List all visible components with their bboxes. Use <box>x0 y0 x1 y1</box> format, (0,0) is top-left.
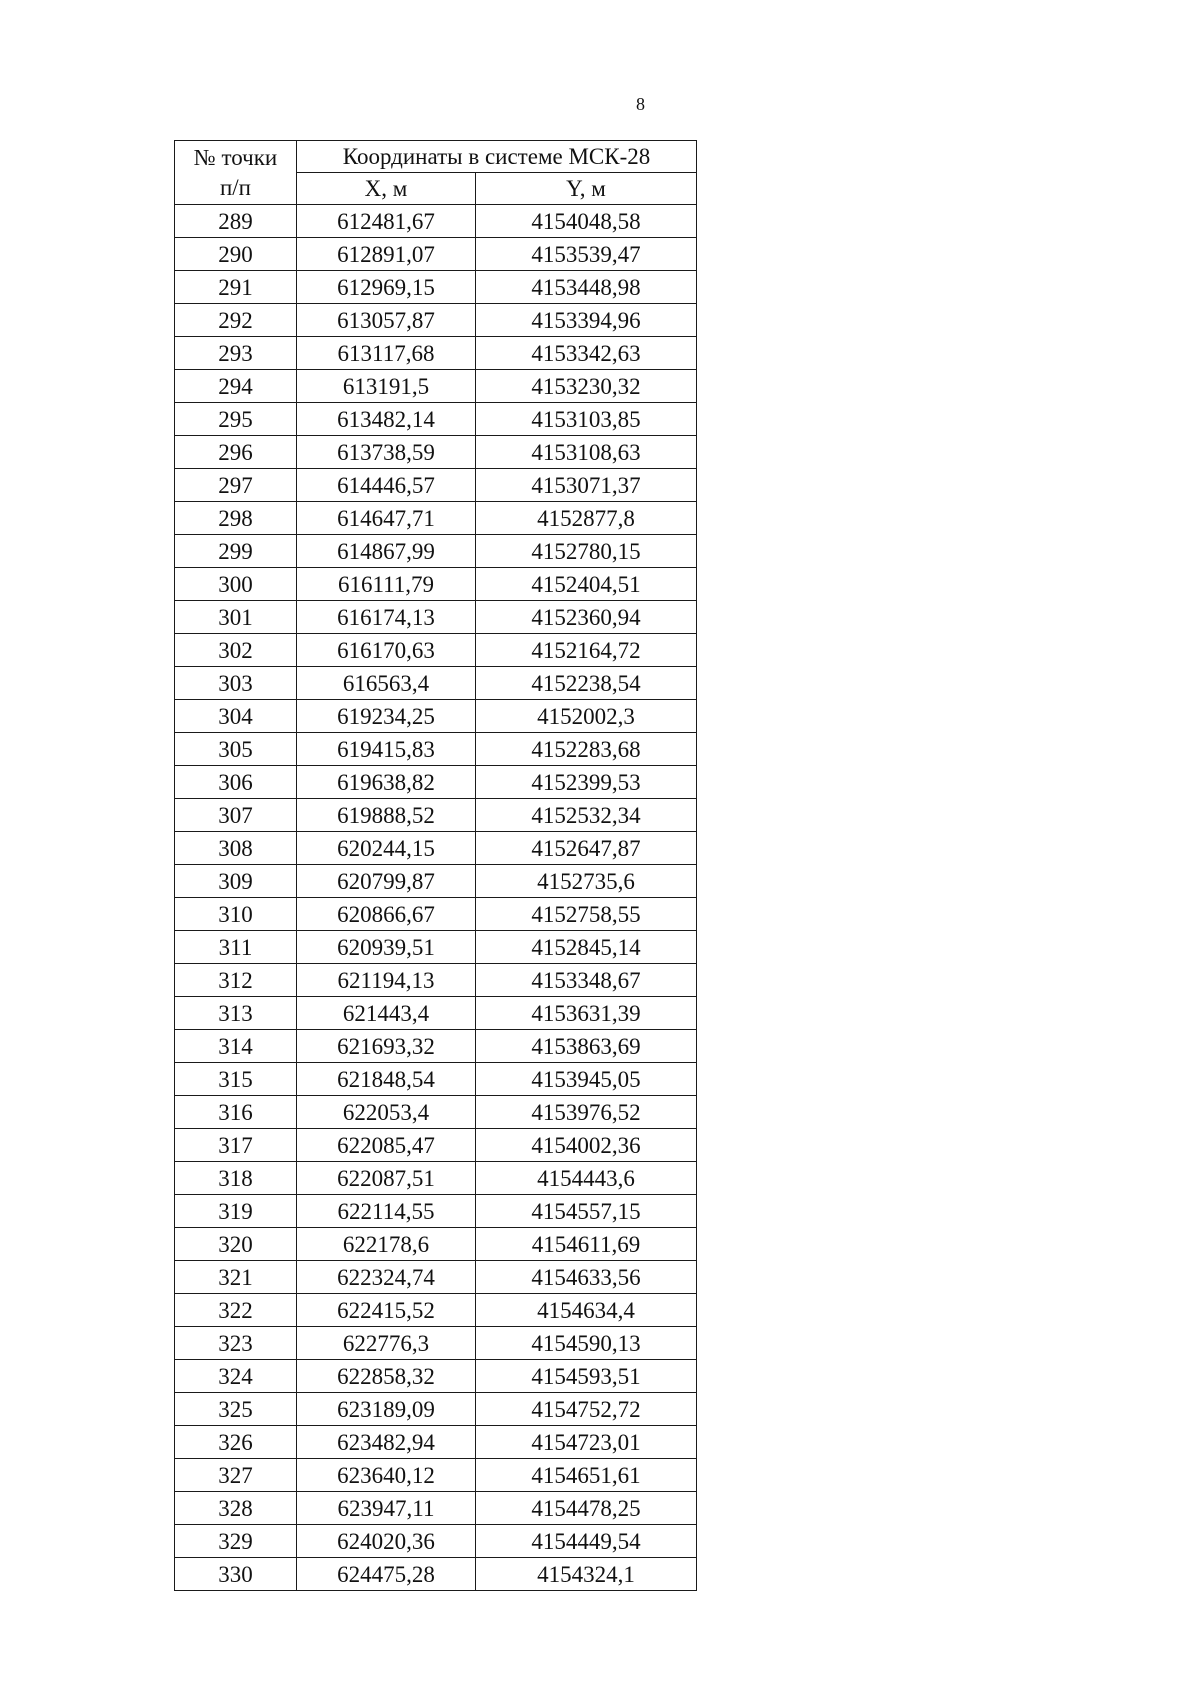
y-coordinate-cell: 4152877,8 <box>476 502 697 535</box>
x-coordinate-cell: 613482,14 <box>297 403 476 436</box>
table-row <box>175 1063 697 1096</box>
point-number-cell: 314 <box>175 1030 297 1063</box>
y-coordinate-cell: 4154048,58 <box>476 205 697 238</box>
table-row <box>175 1162 697 1195</box>
table-row <box>175 238 697 271</box>
x-coordinate-cell: 616174,13 <box>297 601 476 634</box>
y-coordinate-cell: 4154752,72 <box>476 1393 697 1426</box>
y-coordinate-cell: 4153976,52 <box>476 1096 697 1129</box>
point-number-cell: 326 <box>175 1426 297 1459</box>
y-coordinate-cell: 4153103,85 <box>476 403 697 436</box>
x-coordinate-cell: 612481,67 <box>297 205 476 238</box>
point-number-cell: 329 <box>175 1525 297 1558</box>
table-row <box>175 1228 697 1261</box>
y-coordinate-cell: 4153342,63 <box>476 337 697 370</box>
point-number-cell: 300 <box>175 568 297 601</box>
point-number-cell: 301 <box>175 601 297 634</box>
point-number-cell: 305 <box>175 733 297 766</box>
point-number-cell: 309 <box>175 865 297 898</box>
y-coordinate-cell: 4154449,54 <box>476 1525 697 1558</box>
y-coordinate-cell: 4153348,67 <box>476 964 697 997</box>
y-coordinate-cell: 4152735,6 <box>476 865 697 898</box>
table-row <box>175 1492 697 1525</box>
y-coordinate-cell: 4154443,6 <box>476 1162 697 1195</box>
table-row <box>175 205 697 238</box>
table-row <box>175 535 697 568</box>
table-row <box>175 568 697 601</box>
point-number-cell: 322 <box>175 1294 297 1327</box>
x-coordinate-cell: 619415,83 <box>297 733 476 766</box>
y-coordinate-cell: 4152780,15 <box>476 535 697 568</box>
table-header-row <box>175 141 697 173</box>
point-number-cell: 323 <box>175 1327 297 1360</box>
point-number-cell: 307 <box>175 799 297 832</box>
x-coordinate-cell: 620866,67 <box>297 898 476 931</box>
point-number-cell: 310 <box>175 898 297 931</box>
point-number-header-line1: № точки <box>193 144 278 170</box>
table-row <box>175 634 697 667</box>
y-coordinate-cell: 4154002,36 <box>476 1129 697 1162</box>
point-number-cell: 306 <box>175 766 297 799</box>
table-row <box>175 502 697 535</box>
y-coordinate-cell: 4153230,32 <box>476 370 697 403</box>
x-coordinate-cell: 622114,55 <box>297 1195 476 1228</box>
y-coordinate-cell: 4154478,25 <box>476 1492 697 1525</box>
point-number-cell: 292 <box>175 304 297 337</box>
x-coordinate-cell: 620939,51 <box>297 931 476 964</box>
table-row <box>175 1327 697 1360</box>
table-row <box>175 1261 697 1294</box>
x-coordinate-cell: 622415,52 <box>297 1294 476 1327</box>
y-coordinate-cell: 4153108,63 <box>476 436 697 469</box>
x-coordinate-cell: 614446,57 <box>297 469 476 502</box>
y-coordinate-cell: 4153631,39 <box>476 997 697 1030</box>
table-row <box>175 898 697 931</box>
table-row <box>175 1393 697 1426</box>
point-number-cell: 289 <box>175 205 297 238</box>
x-coordinate-cell: 616170,63 <box>297 634 476 667</box>
y-coordinate-cell: 4152532,34 <box>476 799 697 832</box>
point-number-cell: 298 <box>175 502 297 535</box>
table-row <box>175 601 697 634</box>
point-number-cell: 320 <box>175 1228 297 1261</box>
table-row <box>175 832 697 865</box>
x-coordinate-cell: 619234,25 <box>297 700 476 733</box>
x-coordinate-cell: 622087,51 <box>297 1162 476 1195</box>
y-coordinate-cell: 4152647,87 <box>476 832 697 865</box>
y-coordinate-cell: 4154590,13 <box>476 1327 697 1360</box>
x-coordinate-cell: 621194,13 <box>297 964 476 997</box>
x-coordinate-cell: 619638,82 <box>297 766 476 799</box>
x-coordinate-cell: 620799,87 <box>297 865 476 898</box>
table-row <box>175 799 697 832</box>
point-number-cell: 324 <box>175 1360 297 1393</box>
table-row <box>175 1294 697 1327</box>
x-coordinate-cell: 622085,47 <box>297 1129 476 1162</box>
x-coordinate-cell: 613117,68 <box>297 337 476 370</box>
point-number-cell: 299 <box>175 535 297 568</box>
y-coordinate-cell: 4154651,61 <box>476 1459 697 1492</box>
x-coordinate-cell: 622776,3 <box>297 1327 476 1360</box>
table-row <box>175 1195 697 1228</box>
x-coordinate-cell: 620244,15 <box>297 832 476 865</box>
y-coordinate-cell: 4153539,47 <box>476 238 697 271</box>
point-number-cell: 308 <box>175 832 297 865</box>
x-coordinate-cell: 624475,28 <box>297 1558 476 1591</box>
coords-system-header: Координаты в системе МСК-28 <box>297 141 697 173</box>
table-row <box>175 370 697 403</box>
table-row <box>175 271 697 304</box>
x-coordinate-cell: 622178,6 <box>297 1228 476 1261</box>
y-coordinate-cell: 4154611,69 <box>476 1228 697 1261</box>
y-coordinate-cell: 4152360,94 <box>476 601 697 634</box>
point-number-cell: 319 <box>175 1195 297 1228</box>
x-coordinate-cell: 621443,4 <box>297 997 476 1030</box>
table-row <box>175 1525 697 1558</box>
table-row <box>175 964 697 997</box>
x-coordinate-cell: 613738,59 <box>297 436 476 469</box>
x-coordinate-cell: 619888,52 <box>297 799 476 832</box>
x-coordinate-cell: 622053,4 <box>297 1096 476 1129</box>
y-coordinate-cell: 4153071,37 <box>476 469 697 502</box>
table-row <box>175 403 697 436</box>
y-column-header: Y, м <box>476 173 697 205</box>
table-row <box>175 997 697 1030</box>
point-number-cell: 318 <box>175 1162 297 1195</box>
y-coordinate-cell: 4153945,05 <box>476 1063 697 1096</box>
point-number-cell: 325 <box>175 1393 297 1426</box>
point-number-cell: 317 <box>175 1129 297 1162</box>
point-number-cell: 312 <box>175 964 297 997</box>
x-coordinate-cell: 622324,74 <box>297 1261 476 1294</box>
point-number-cell: 293 <box>175 337 297 370</box>
point-number-cell: 316 <box>175 1096 297 1129</box>
point-number-cell: 297 <box>175 469 297 502</box>
x-coordinate-cell: 614647,71 <box>297 502 476 535</box>
x-coordinate-cell: 623640,12 <box>297 1459 476 1492</box>
y-coordinate-cell: 4154593,51 <box>476 1360 697 1393</box>
point-number-cell: 303 <box>175 667 297 700</box>
table-row <box>175 1030 697 1063</box>
x-coordinate-cell: 616111,79 <box>297 568 476 601</box>
point-number-cell: 321 <box>175 1261 297 1294</box>
x-column-header: X, м <box>297 173 476 205</box>
table-row <box>175 1096 697 1129</box>
y-coordinate-cell: 4152238,54 <box>476 667 697 700</box>
y-coordinate-cell: 4152845,14 <box>476 931 697 964</box>
x-coordinate-cell: 612891,07 <box>297 238 476 271</box>
point-number-cell: 327 <box>175 1459 297 1492</box>
x-coordinate-cell: 623482,94 <box>297 1426 476 1459</box>
x-coordinate-cell: 623947,11 <box>297 1492 476 1525</box>
point-number-header-line2: п/п <box>219 174 251 200</box>
y-coordinate-cell: 4153863,69 <box>476 1030 697 1063</box>
table-row <box>175 667 697 700</box>
x-coordinate-cell: 614867,99 <box>297 535 476 568</box>
point-number-cell: 296 <box>175 436 297 469</box>
coordinates-table <box>174 140 697 1591</box>
x-coordinate-cell: 612969,15 <box>297 271 476 304</box>
y-coordinate-cell: 4152002,3 <box>476 700 697 733</box>
point-number-cell: 291 <box>175 271 297 304</box>
point-number-cell: 295 <box>175 403 297 436</box>
x-coordinate-cell: 621848,54 <box>297 1063 476 1096</box>
x-coordinate-cell: 621693,32 <box>297 1030 476 1063</box>
y-coordinate-cell: 4154557,15 <box>476 1195 697 1228</box>
y-coordinate-cell: 4152404,51 <box>476 568 697 601</box>
y-coordinate-cell: 4153448,98 <box>476 271 697 304</box>
table-row <box>175 766 697 799</box>
y-coordinate-cell: 4154634,4 <box>476 1294 697 1327</box>
table-row <box>175 931 697 964</box>
table-row <box>175 700 697 733</box>
y-coordinate-cell: 4154633,56 <box>476 1261 697 1294</box>
point-number-cell: 315 <box>175 1063 297 1096</box>
point-number-header <box>175 141 297 205</box>
page-number: 8 <box>636 94 645 114</box>
y-coordinate-cell: 4152164,72 <box>476 634 697 667</box>
table-row <box>175 1360 697 1393</box>
point-number-cell: 304 <box>175 700 297 733</box>
y-coordinate-cell: 4152399,53 <box>476 766 697 799</box>
table-row <box>175 469 697 502</box>
table-row <box>175 337 697 370</box>
point-number-cell: 294 <box>175 370 297 403</box>
table-body <box>175 205 697 1591</box>
table-row <box>175 1426 697 1459</box>
point-number-cell: 330 <box>175 1558 297 1591</box>
point-number-cell: 313 <box>175 997 297 1030</box>
y-coordinate-cell: 4154723,01 <box>476 1426 697 1459</box>
table-row <box>175 1129 697 1162</box>
x-coordinate-cell: 622858,32 <box>297 1360 476 1393</box>
y-coordinate-cell: 4154324,1 <box>476 1558 697 1591</box>
y-coordinate-cell: 4152758,55 <box>476 898 697 931</box>
x-coordinate-cell: 623189,09 <box>297 1393 476 1426</box>
x-coordinate-cell: 624020,36 <box>297 1525 476 1558</box>
x-coordinate-cell: 613057,87 <box>297 304 476 337</box>
y-coordinate-cell: 4153394,96 <box>476 304 697 337</box>
table-row <box>175 304 697 337</box>
x-coordinate-cell: 613191,5 <box>297 370 476 403</box>
table-row <box>175 436 697 469</box>
y-coordinate-cell: 4152283,68 <box>476 733 697 766</box>
point-number-cell: 290 <box>175 238 297 271</box>
table-row <box>175 1558 697 1591</box>
x-coordinate-cell: 616563,4 <box>297 667 476 700</box>
point-number-cell: 302 <box>175 634 297 667</box>
point-number-cell: 311 <box>175 931 297 964</box>
table-row <box>175 865 697 898</box>
table-row <box>175 733 697 766</box>
table-row <box>175 1459 697 1492</box>
point-number-cell: 328 <box>175 1492 297 1525</box>
